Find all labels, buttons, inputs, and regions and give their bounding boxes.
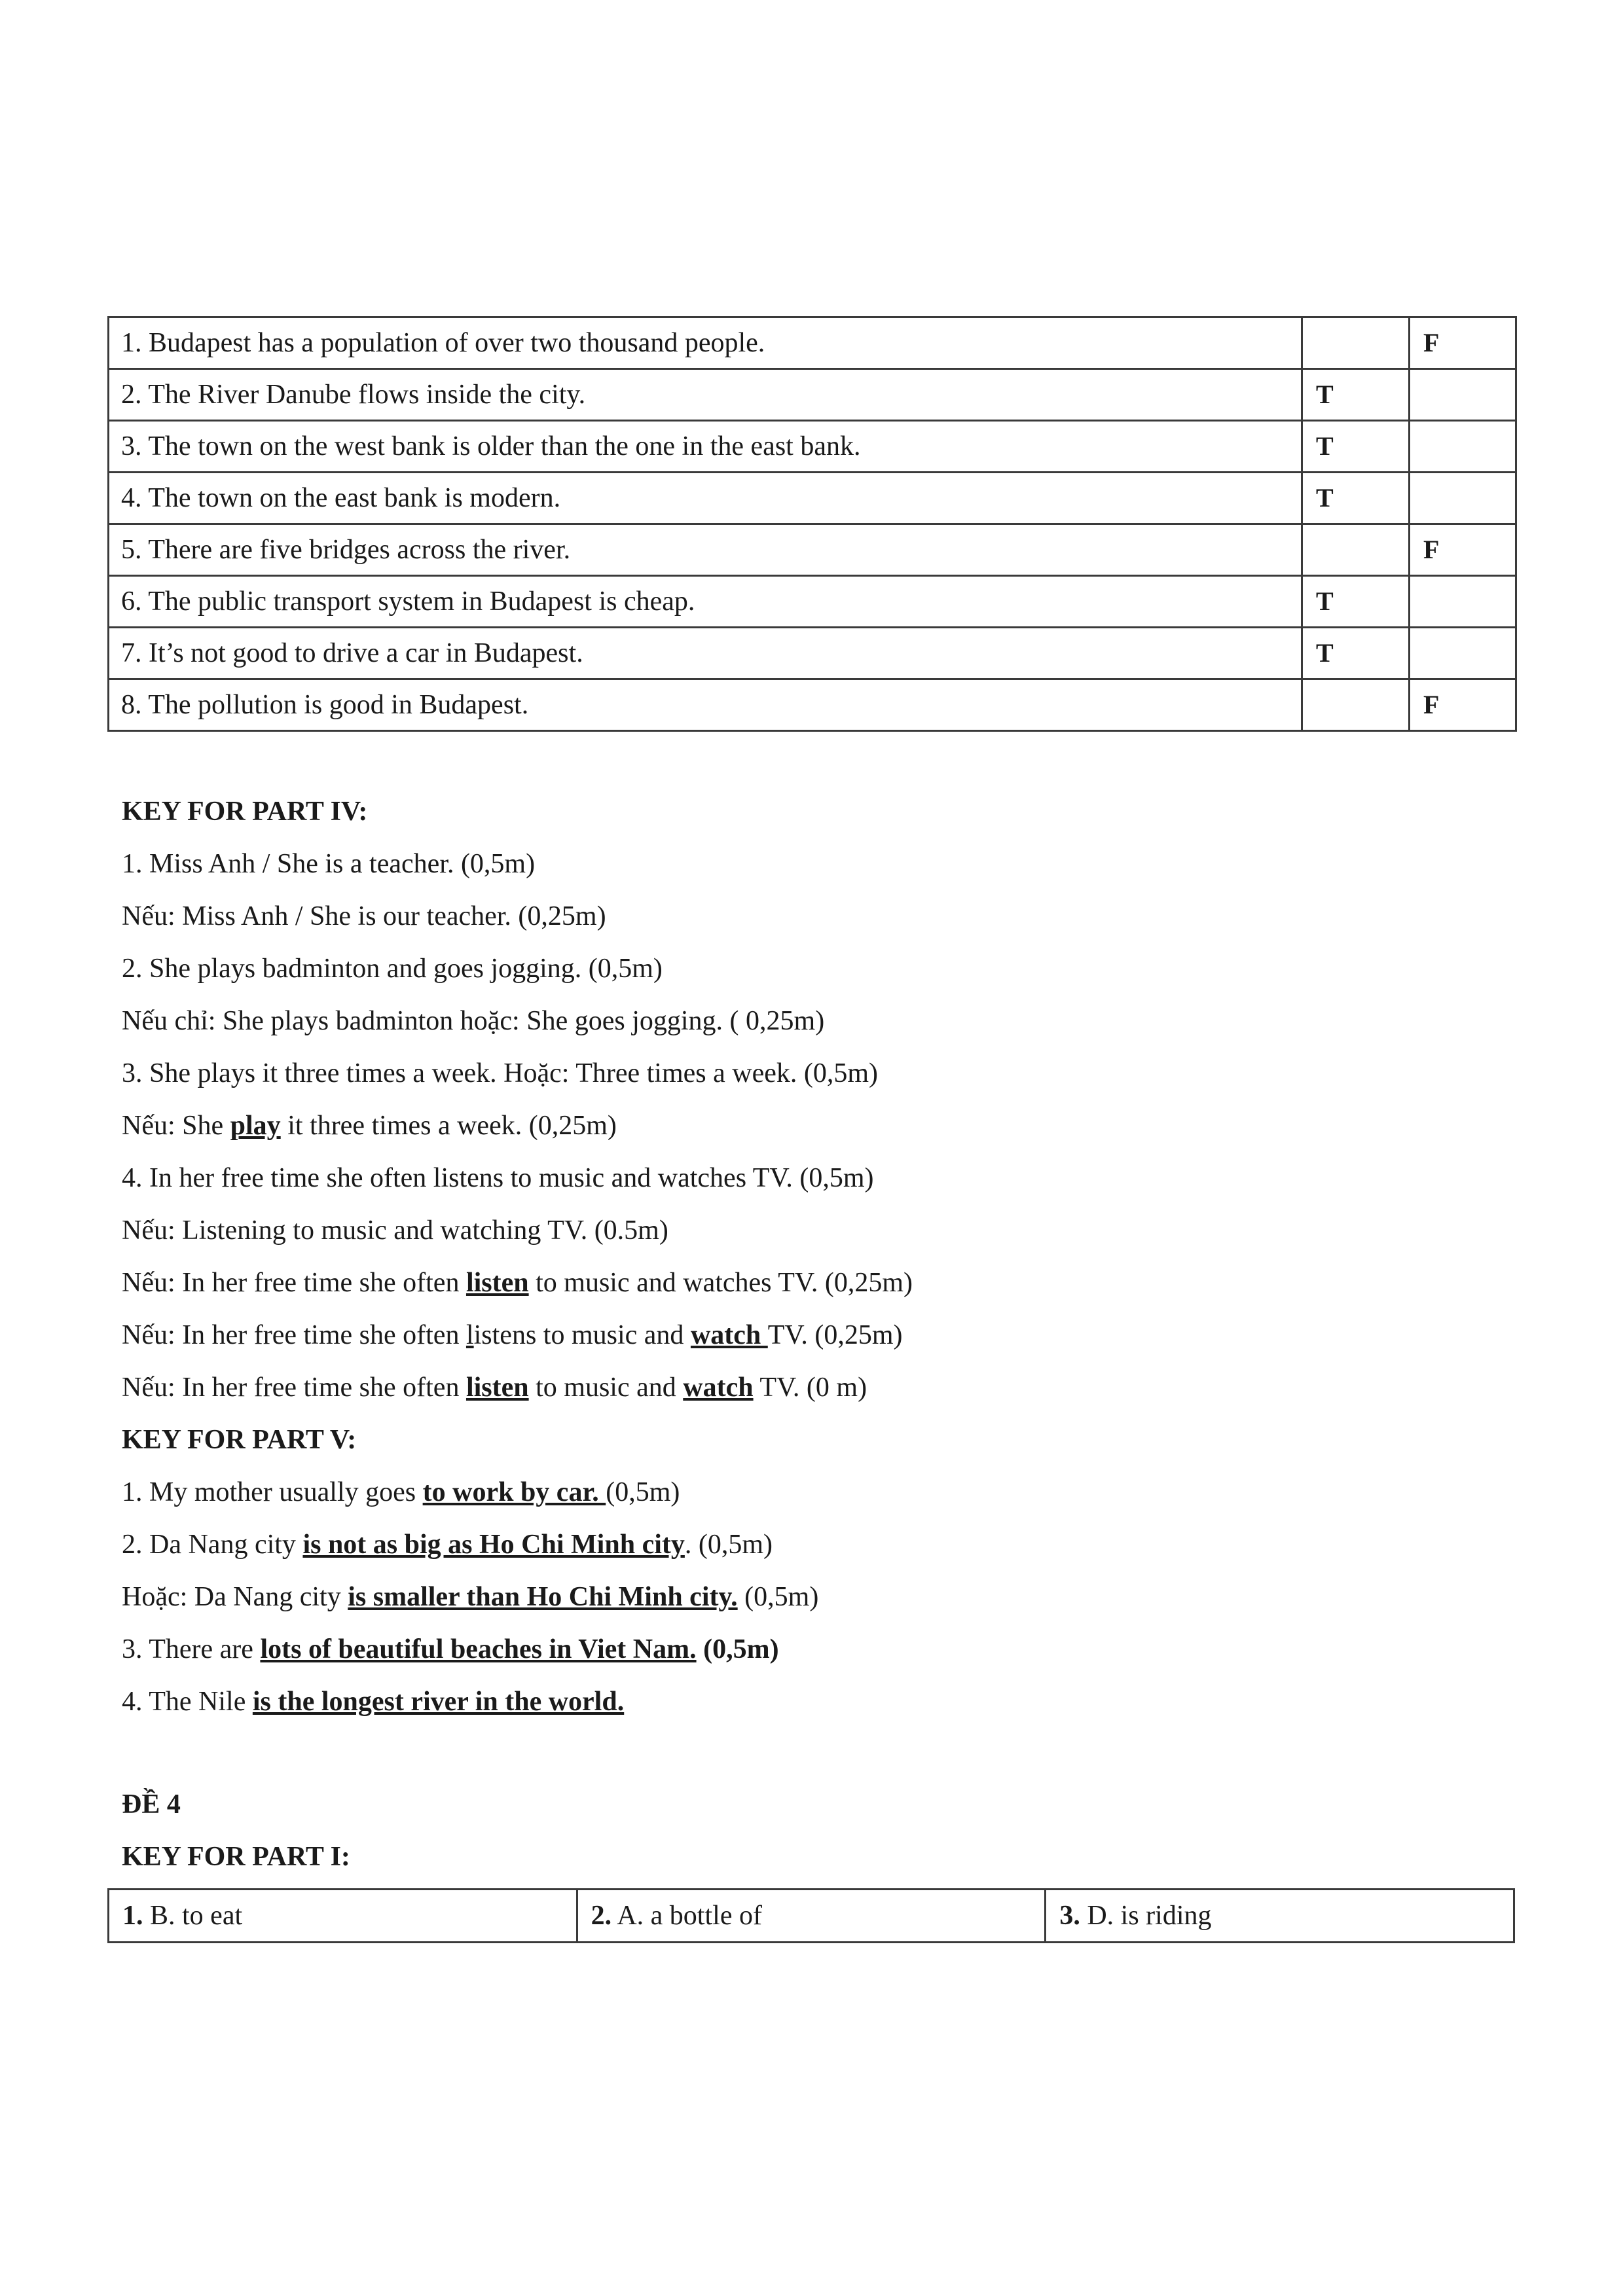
answer-text: B. to eat: [143, 1901, 243, 1931]
table-row: [109, 679, 1516, 731]
text-run: . (0,5m): [684, 1530, 773, 1560]
text-run: 3. There are: [122, 1634, 261, 1664]
text-run: 4. The Nile: [122, 1687, 253, 1717]
text-run: (0,5m): [606, 1477, 680, 1507]
table-row: [109, 369, 1516, 421]
answer-line: [122, 1623, 1497, 1676]
answer-text: D. is riding: [1080, 1901, 1212, 1931]
answer-phrase: is not as big as Ho Chi Minh city: [302, 1530, 685, 1560]
text-run: Nếu: She: [122, 1111, 230, 1141]
table-row: [109, 1890, 1514, 1943]
answer-text: A. a bottle of: [611, 1901, 762, 1931]
answer-cell: [109, 1890, 577, 1943]
answer-line: Nếu chỉ: She plays badminton hoặc: She goes jogging. ( 0,25m): [122, 1006, 825, 1036]
answer-line: 2. She plays badminton and goes jogging. (0,5m): [122, 954, 663, 984]
answer-line: Nếu: Miss Anh / She is our teacher. (0,25m): [122, 901, 606, 931]
answer-line: [122, 1257, 1497, 1309]
part-5-heading: KEY FOR PART V:: [122, 1425, 357, 1455]
part-1-answer-table: [107, 1888, 1515, 1943]
statement-cell: 5. There are five bridges across the river.: [109, 524, 1302, 576]
false-mark-cell: [1410, 576, 1516, 628]
answer-line: [122, 1309, 1497, 1361]
score-text: (0,5m): [696, 1634, 779, 1664]
text-run: 2. Da Nang city: [122, 1530, 303, 1560]
false-mark-cell: F: [1410, 524, 1516, 576]
part-1-heading: KEY FOR PART I:: [122, 1842, 350, 1872]
false-mark-cell: [1410, 369, 1516, 421]
answer-line: 3. She plays it three times a week. Hoặc: Three times a week. (0,5m): [122, 1058, 879, 1088]
true-mark-cell: [1302, 524, 1410, 576]
answer-phrase: is the longest river in the world.: [252, 1687, 625, 1717]
table-row: [109, 524, 1516, 576]
text-run: it three times a week. (0,25m): [280, 1111, 617, 1141]
answer-line: [122, 1100, 1497, 1152]
answer-cell: [1046, 1890, 1514, 1943]
false-mark-cell: F: [1410, 317, 1516, 369]
answer-line: [122, 1676, 1497, 1728]
statement-cell: 4. The town on the east bank is modern.: [109, 473, 1302, 524]
table-row: [109, 576, 1516, 628]
true-mark-cell: T: [1302, 628, 1410, 679]
answer-phrase: lots of beautiful beaches in Viet Nam.: [260, 1634, 697, 1664]
table-row: [109, 421, 1516, 473]
answer-line: [122, 1361, 1497, 1414]
text-run: Nếu: In her free time she often: [122, 1320, 466, 1350]
statement-cell: 7. It’s not good to drive a car in Budapest.: [109, 628, 1302, 679]
exam-title: ĐỀ 4: [122, 1789, 181, 1820]
statement-cell: 2. The River Danube flows inside the city.: [109, 369, 1302, 421]
highlighted-error: watch: [683, 1372, 754, 1403]
statement-cell: 3. The town on the west bank is older than the one in the east bank.: [109, 421, 1302, 473]
true-false-table: [107, 316, 1517, 732]
highlighted-error: listen: [465, 1372, 529, 1403]
answer-number: 2.: [591, 1901, 612, 1931]
de-4-section: [122, 1778, 1497, 1883]
true-mark-cell: [1302, 317, 1410, 369]
true-mark-cell: T: [1302, 576, 1410, 628]
table-row: [109, 317, 1516, 369]
highlighted-error: listen: [465, 1268, 529, 1298]
false-mark-cell: [1410, 473, 1516, 524]
table-row: [109, 628, 1516, 679]
false-mark-cell: [1410, 421, 1516, 473]
false-mark-cell: F: [1410, 679, 1516, 731]
underlined-letter: l: [465, 1320, 474, 1350]
answer-number: 3.: [1059, 1901, 1080, 1931]
answer-line: 4. In her free time she often listens to music and watches TV. (0,5m): [122, 1163, 874, 1193]
text-run: to music and watches TV. (0,25m): [528, 1268, 913, 1298]
text-run: 1. My mother usually goes: [122, 1477, 423, 1507]
answer-phrase: to work by car.: [422, 1477, 606, 1507]
text-run: TV. (0 m): [753, 1372, 867, 1403]
table-row: [109, 473, 1516, 524]
text-run: TV. (0,25m): [767, 1320, 903, 1350]
part-4-key: [122, 785, 1497, 1728]
part-4-heading: KEY FOR PART IV:: [122, 797, 368, 827]
highlighted-error: watch: [690, 1320, 768, 1350]
answer-line: 1. Miss Anh / She is a teacher. (0,5m): [122, 849, 536, 879]
answer-phrase: is smaller than Ho Chi Minh city.: [348, 1582, 738, 1612]
text-run: Nếu: In her free time she often: [122, 1372, 466, 1403]
answer-line: [122, 1571, 1497, 1623]
answer-number: 1.: [122, 1901, 143, 1931]
text-run: to music and: [528, 1372, 684, 1403]
answer-line: [122, 1466, 1497, 1518]
text-run: (0,5m): [737, 1582, 819, 1612]
statement-cell: 6. The public transport system in Budapest is cheap.: [109, 576, 1302, 628]
answer-line: [122, 1518, 1497, 1571]
highlighted-error: play: [230, 1111, 281, 1141]
true-mark-cell: T: [1302, 473, 1410, 524]
text-run: istens to music and: [473, 1320, 691, 1350]
true-mark-cell: T: [1302, 369, 1410, 421]
false-mark-cell: [1410, 628, 1516, 679]
text-run: Hoặc: Da Nang city: [122, 1582, 348, 1612]
answer-cell: [577, 1890, 1046, 1943]
statement-cell: 8. The pollution is good in Budapest.: [109, 679, 1302, 731]
true-mark-cell: [1302, 679, 1410, 731]
answer-line: Nếu: Listening to music and watching TV. (0.5m): [122, 1215, 668, 1246]
statement-cell: 1. Budapest has a population of over two thousand people.: [109, 317, 1302, 369]
text-run: Nếu: In her free time she often: [122, 1268, 466, 1298]
true-mark-cell: T: [1302, 421, 1410, 473]
